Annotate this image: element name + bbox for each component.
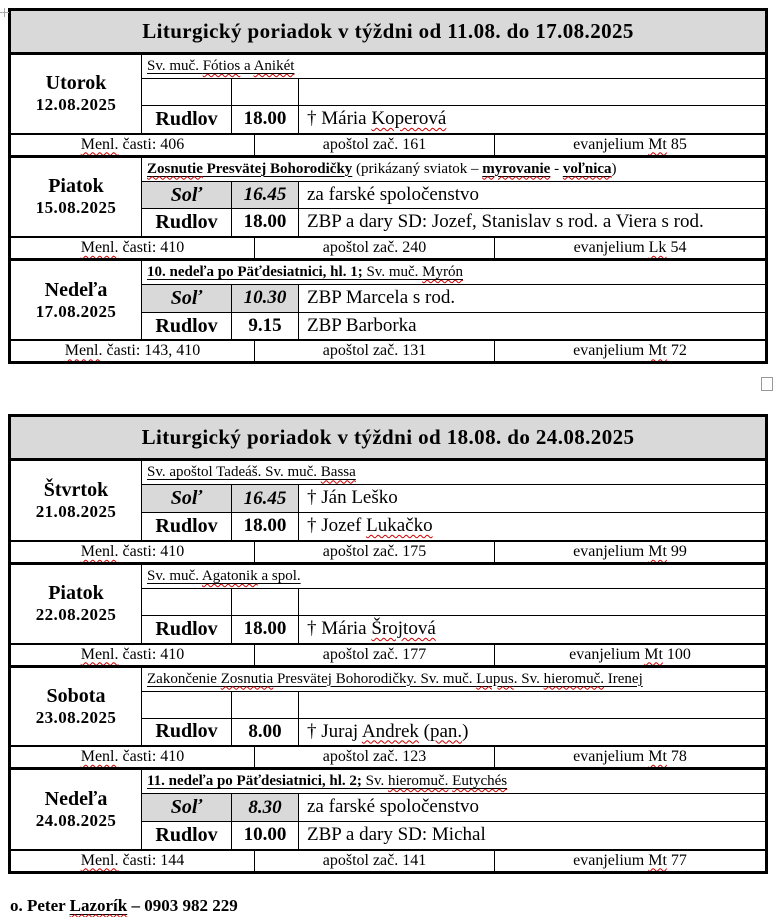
text-segment [254, 58, 295, 74]
text-segment: – 0903 982 229 [127, 895, 238, 915]
text-segment: evanjelium [573, 239, 649, 257]
feast-cell [142, 260, 767, 285]
text-segment: . Sv. [513, 670, 544, 687]
misspelled-word: hieromuč. [543, 670, 605, 687]
text-segment: časti: 410 [118, 748, 185, 766]
text-segment: časti: 410 [118, 239, 185, 257]
time-cell: 18.00 [232, 106, 299, 134]
table-header-row [10, 416, 767, 460]
place-cell: Rudlov [142, 821, 232, 849]
menl-casti-cell [10, 746, 255, 769]
text-segment: evanjelium [573, 851, 649, 869]
evanjelium-cell [495, 541, 767, 564]
misspelled-word: Mt [648, 542, 667, 560]
text-segment: Sv. apoštol Tadeáš. Sv. muč. [147, 464, 321, 481]
apostol-cell: apoštol zač. 175 [255, 541, 495, 564]
text-segment [482, 161, 550, 177]
apostol-cell: apoštol zač. 177 [255, 644, 495, 667]
table-header-row [10, 10, 767, 54]
text-segment: za farské spoločenstvo [307, 796, 479, 818]
feast-cell [142, 54, 767, 79]
text-segment: Presvätej Bohorodičky [202, 160, 353, 177]
intention-cell [299, 312, 767, 340]
day-cell [10, 460, 142, 541]
day-block-piatok [10, 156, 767, 181]
text-segment: a [240, 58, 254, 74]
text-segment [544, 671, 604, 687]
misspelled-word: Anikét [253, 58, 295, 74]
day-name: Sobota [46, 684, 106, 707]
time-cell: 8.00 [232, 718, 299, 746]
text-segment [147, 161, 203, 177]
day-block-utorok [10, 54, 767, 79]
text-segment: Presvätej Bohorodičky. Sv. muč. [273, 670, 477, 687]
text-segment: 99 [666, 542, 687, 560]
text-segment: evanjelium [573, 542, 649, 560]
misspelled-word: Bassa [320, 464, 356, 481]
intention-cell [299, 588, 767, 615]
text-segment: 11. nedeľa po Päťdesiatnici, hl. 2; [147, 773, 362, 790]
text-segment [221, 671, 274, 687]
place-cell: Soľ [142, 485, 232, 513]
text-segment: o. Peter [10, 895, 70, 915]
place-cell: Soľ [142, 181, 232, 209]
time-cell: 9.15 [232, 312, 299, 340]
intention-cell [299, 691, 767, 718]
text-segment: † Mária [307, 108, 372, 129]
text-segment [203, 58, 241, 74]
menl-casti-cell [10, 644, 255, 667]
day-date: 12.08.2025 [35, 95, 117, 115]
place-cell [142, 79, 232, 106]
feast-cell [142, 563, 767, 588]
apostol-cell: apoštol zač. 161 [255, 134, 495, 157]
misspelled-word: Lukačko [366, 515, 433, 537]
intention-cell [299, 794, 767, 822]
text-segment: - [550, 160, 563, 177]
evanjelium-cell [495, 644, 767, 667]
text-segment: evanjelium [573, 135, 649, 153]
text-segment [476, 671, 514, 687]
day-cell [10, 769, 142, 850]
menl-casti-cell [10, 134, 255, 157]
text-segment: evanjelium [573, 342, 649, 360]
misspelled-word: hieromuč. [388, 773, 449, 790]
apostol-cell: apoštol zač. 123 [255, 746, 495, 769]
day-block-nedela2 [10, 769, 767, 794]
misspelled-word: Zosnutia [220, 670, 274, 687]
misspelled-word: Mt [648, 748, 667, 766]
menl-row [10, 340, 767, 363]
text-segment [563, 161, 612, 177]
day-name: Nedeľa [44, 787, 108, 810]
evanjelium-cell [495, 746, 767, 769]
misspelled-word: Menl. [64, 342, 103, 360]
misspelled-word: Menl. [80, 748, 119, 766]
place-cell [142, 588, 232, 615]
misspelled-word: Lupus [476, 670, 514, 687]
day-name: Piatok [48, 175, 104, 198]
intention-cell [299, 821, 767, 849]
text-segment: časti: 410 [118, 645, 185, 663]
intention-cell [299, 106, 767, 134]
place-cell: Rudlov [142, 513, 232, 541]
misspelled-word: Menl. [80, 645, 119, 663]
apostol-cell: apoštol zač. 131 [255, 340, 495, 363]
day-block-nedela [10, 260, 767, 285]
intention-cell [299, 718, 767, 746]
time-cell: 8.30 [232, 794, 299, 822]
document-page [0, 8, 773, 917]
evanjelium-cell [495, 340, 767, 363]
day-date: 21.08.2025 [35, 501, 117, 521]
day-cell [10, 260, 142, 341]
menl-casti-cell [10, 541, 255, 564]
misspelled-word: Andrek [361, 720, 419, 742]
text-segment: časti: 143, 410 [102, 342, 201, 360]
intention-cell [299, 209, 767, 237]
day-name: Nedeľa [44, 278, 108, 301]
time-cell: 16.45 [232, 485, 299, 513]
text-segment: časti: 406 [118, 135, 185, 153]
intention-cell [299, 79, 767, 106]
misspelled-word: Koperová [371, 108, 447, 129]
time-cell [232, 691, 299, 718]
menl-row [10, 746, 767, 769]
menl-row [10, 134, 767, 157]
text-segment: Irenej [604, 670, 643, 687]
schedule-table-week2 [8, 414, 768, 873]
text-segment: (prikázaný sviatok – [352, 160, 483, 177]
day-cell [10, 563, 142, 643]
intention-cell [299, 285, 767, 313]
evanjelium-cell [495, 237, 767, 260]
time-cell [232, 588, 299, 615]
feast-cell [142, 460, 767, 485]
place-cell: Soľ [142, 285, 232, 313]
day-name: Piatok [48, 581, 104, 604]
time-cell: 10.30 [232, 285, 299, 313]
misspelled-word: Myrón [422, 264, 463, 281]
feast-cell [142, 666, 767, 691]
time-cell: 18.00 [232, 513, 299, 541]
text-segment: † Juraj [307, 720, 362, 742]
time-cell: 18.00 [232, 209, 299, 237]
misspelled-word: Menl. [80, 542, 119, 560]
text-segment: ZBP a dary SD: Michal [307, 823, 486, 845]
misspelled-word: Menl. [80, 135, 119, 153]
evanjelium-cell [495, 850, 767, 873]
misspelled-word: Agatonik [201, 567, 258, 584]
table-title: Liturgický poriadok v týždni od 18.08. do 24.08.2025 [10, 416, 767, 460]
text-segment: Sv. muč. [147, 58, 203, 74]
misspelled-word: Mt [648, 851, 667, 869]
text-segment: ( [418, 720, 430, 742]
misspelled-word: Mt [644, 645, 663, 663]
day-block-stvrtok [10, 460, 767, 485]
text-segment: ZBP a dary SD: Jozef, Stanislav s rod. a Viera s rod. [307, 211, 704, 233]
text-segment: a spol. [257, 567, 301, 584]
misspelled-word: pan. [429, 720, 463, 742]
day-name: Utorok [45, 72, 107, 95]
day-date: 17.08.2025 [35, 301, 117, 321]
text-segment: 77 [666, 851, 687, 869]
text-segment: evanjelium [569, 645, 645, 663]
text-segment: Sv. muč. [362, 264, 423, 281]
menl-row [10, 644, 767, 667]
evanjelium-cell [495, 134, 767, 157]
table-move-handle-icon[interactable] [4, 8, 5, 17]
text-segment: časti: 410 [118, 542, 185, 560]
misspelled-word: Mt [648, 135, 667, 153]
day-date: 22.08.2025 [35, 604, 117, 624]
intention-cell [299, 615, 767, 643]
menl-row [10, 850, 767, 873]
misspelled-word: Menl. [80, 239, 119, 257]
text-segment: časti: 144 [118, 851, 185, 869]
feast-cell [142, 156, 767, 181]
place-cell: Rudlov [142, 106, 232, 134]
menl-row [10, 237, 767, 260]
table-title: Liturgický poriadok v týždni od 11.08. do 17.08.2025 [10, 10, 767, 54]
place-cell: Soľ [142, 794, 232, 822]
text-segment: 100 [662, 645, 691, 663]
feast-cell [142, 769, 767, 794]
intention-cell [299, 485, 767, 513]
text-segment: 54 [666, 239, 687, 257]
contact-line [10, 896, 773, 916]
text-segment: 85 [666, 135, 687, 153]
text-segment [70, 896, 128, 915]
day-cell [10, 156, 142, 237]
text-segment: ZBP Barborka [307, 314, 417, 336]
text-segment: † Mária [307, 617, 372, 639]
day-block-piatok2 [10, 563, 767, 588]
menl-casti-cell [10, 850, 255, 873]
text-segment: evanjelium [573, 748, 649, 766]
day-date: 24.08.2025 [35, 810, 117, 830]
misspelled-word: Menl. [80, 851, 119, 869]
text-segment: za farské spoločenstvo [307, 183, 479, 205]
intention-cell [299, 181, 767, 209]
time-cell: 16.45 [232, 181, 299, 209]
text-segment: ) [611, 160, 617, 177]
intention-cell [299, 513, 767, 541]
time-cell: 18.00 [232, 615, 299, 643]
text-segment: ZBP Marcela s rod. [307, 287, 456, 309]
schedule-table-week1 [8, 8, 768, 364]
apostol-cell: apoštol zač. 141 [255, 850, 495, 873]
misspelled-word: Lazorík [69, 895, 128, 915]
apostol-cell: apoštol zač. 240 [255, 237, 495, 260]
text-segment: 10. nedeľa po Päťdesiatnici, hl. 1; [147, 264, 363, 281]
place-cell [142, 691, 232, 718]
text-segment [202, 568, 258, 584]
text-segment: Sv. [361, 773, 388, 790]
text-segment: 72 [666, 342, 687, 360]
day-name: Štvrtok [43, 478, 109, 501]
menl-casti-cell [10, 340, 255, 363]
day-date: 23.08.2025 [35, 707, 117, 727]
misspelled-word: Mt [648, 342, 667, 360]
text-segment [321, 464, 356, 480]
text-segment: † Ján Leško [307, 487, 398, 509]
text-segment: ) [462, 720, 469, 742]
text-segment [422, 264, 463, 280]
misspelled-word: Lk [648, 239, 667, 257]
menl-casti-cell [10, 237, 255, 260]
day-cell [10, 54, 142, 134]
place-cell: Rudlov [142, 718, 232, 746]
text-segment: Zakončenie [147, 670, 221, 687]
text-segment: Sv. muč. [147, 567, 202, 584]
place-cell: Rudlov [142, 615, 232, 643]
day-block-sobota [10, 666, 767, 691]
day-date: 15.08.2025 [35, 198, 117, 218]
misspelled-word: Fótios [202, 58, 241, 74]
misspelled-word: Zosnutie [147, 160, 203, 177]
menl-row [10, 541, 767, 564]
misspelled-word: myrovanie [482, 160, 551, 177]
text-segment: † Jozef [307, 515, 367, 537]
place-cell: Rudlov [142, 209, 232, 237]
text-segment [452, 773, 507, 789]
table-resize-handle-icon[interactable] [761, 377, 773, 391]
day-cell [10, 666, 142, 746]
text-segment: 78 [666, 748, 687, 766]
time-cell: 10.00 [232, 821, 299, 849]
misspelled-word: voľnica [562, 160, 612, 177]
misspelled-word: Eutychés [452, 773, 508, 790]
place-cell: Rudlov [142, 312, 232, 340]
time-cell [232, 79, 299, 106]
text-segment [388, 773, 448, 789]
misspelled-word: Šrojtová [371, 617, 436, 639]
